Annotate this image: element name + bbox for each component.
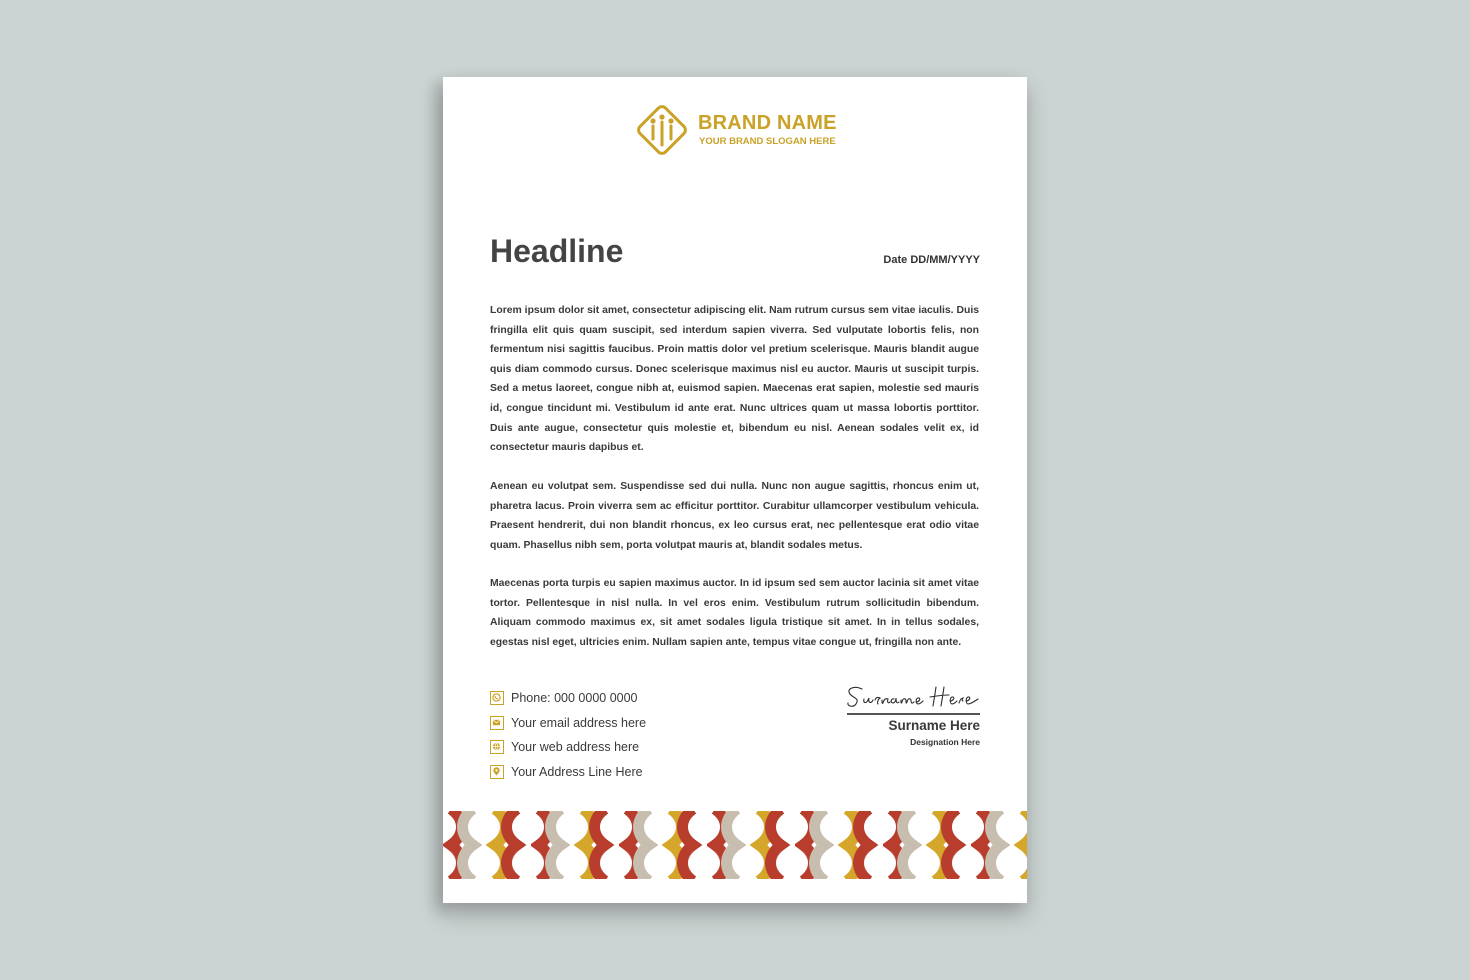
brand-name: BRAND NAME bbox=[698, 112, 837, 134]
handwritten-signature bbox=[844, 681, 980, 711]
web-text: Your web address here bbox=[511, 740, 640, 755]
contact-list bbox=[490, 686, 646, 784]
email-text: Your email address here bbox=[511, 715, 647, 730]
signature-block bbox=[840, 679, 980, 759]
signature-line bbox=[847, 713, 980, 715]
signer-name: Surname Here bbox=[888, 718, 980, 733]
body-paragraph: Aenean eu volutpat sem. Suspendisse sed dui nulla. Nunc non augue sagittis, rhoncus enim ut, pharetra lacus. Proin viverra sem ac efficitur porttitor. Curabitur ullamcorper vestibulum vehicula. Praesent hendrerit, dui non blandit rhoncus, ex leo cursus erat, nec pellentesque erat odio vitae quam. Phasellus nibh sem, porta volutpat mauris at, blandit sodales metus. bbox=[490, 481, 979, 551]
phone-icon bbox=[490, 691, 504, 705]
email-icon bbox=[490, 716, 504, 730]
contact-address bbox=[490, 760, 646, 785]
contact-email bbox=[490, 711, 646, 736]
letter-headline: Headline bbox=[490, 233, 624, 269]
letterhead-page bbox=[443, 77, 1027, 903]
letter-date: Date DD/MM/YYYY bbox=[883, 254, 980, 266]
address-text: Your Address Line Here bbox=[511, 764, 643, 779]
body-paragraph: Maecenas porta turpis eu sapien maximus auctor. In id ipsum sed sem auctor lacinia sit amet vitae tortor. Pellentesque in nisl nulla. In vel eros enim. Vestibulum rutrum sollicitudin bibendum. Aliquam commodo maximus ex, sit amet sodales ligula tristique sit amet. In in tellus sodales, egestas nisl eget, ultricies enim. Nullam sapien ante, tempus vitae congue ut, fringilla non ante. bbox=[490, 578, 979, 648]
brand-slogan: YOUR BRAND SLOGAN HERE bbox=[699, 136, 836, 147]
brand-logo bbox=[631, 99, 871, 163]
logo-diamond-icon bbox=[631, 99, 693, 161]
contact-web bbox=[490, 735, 646, 760]
decorative-footer-pattern bbox=[443, 811, 1027, 879]
contact-phone bbox=[490, 686, 646, 711]
location-icon bbox=[490, 765, 504, 779]
body-paragraph: Lorem ipsum dolor sit amet, consectetur adipiscing elit. Nam rutrum cursus sem vitae iaculis. Duis fringilla elit quis quam suscipit, sed interdum sapien viverra. Sed vulputate lobortis felis, non fermentum nisi sagittis faucibus. Proin mattis dolor vel pretium scelerisque. Mauris blandit augue quis diam commodo cursus. Donec scelerisque maximus nisl eu auctor. Mauris ut suscipit turpis. Sed a metus laoreet, congue nibh at, euismod sapien. Maecenas erat sapien, molestie sed mauris id, congue tincidunt mi. Vestibulum id ante erat. Nunc ultrices quam ut massa lobortis porttitor. Duis ante augue, consectetur quis molestie et, bibendum eu nisl. Aenean sodales velit ex, id consectetur mauris dapibus et. bbox=[490, 305, 979, 454]
phone-text: Phone: 000 0000 0000 bbox=[511, 691, 638, 706]
signer-designation: Designation Here bbox=[910, 737, 980, 747]
globe-icon bbox=[490, 740, 504, 754]
